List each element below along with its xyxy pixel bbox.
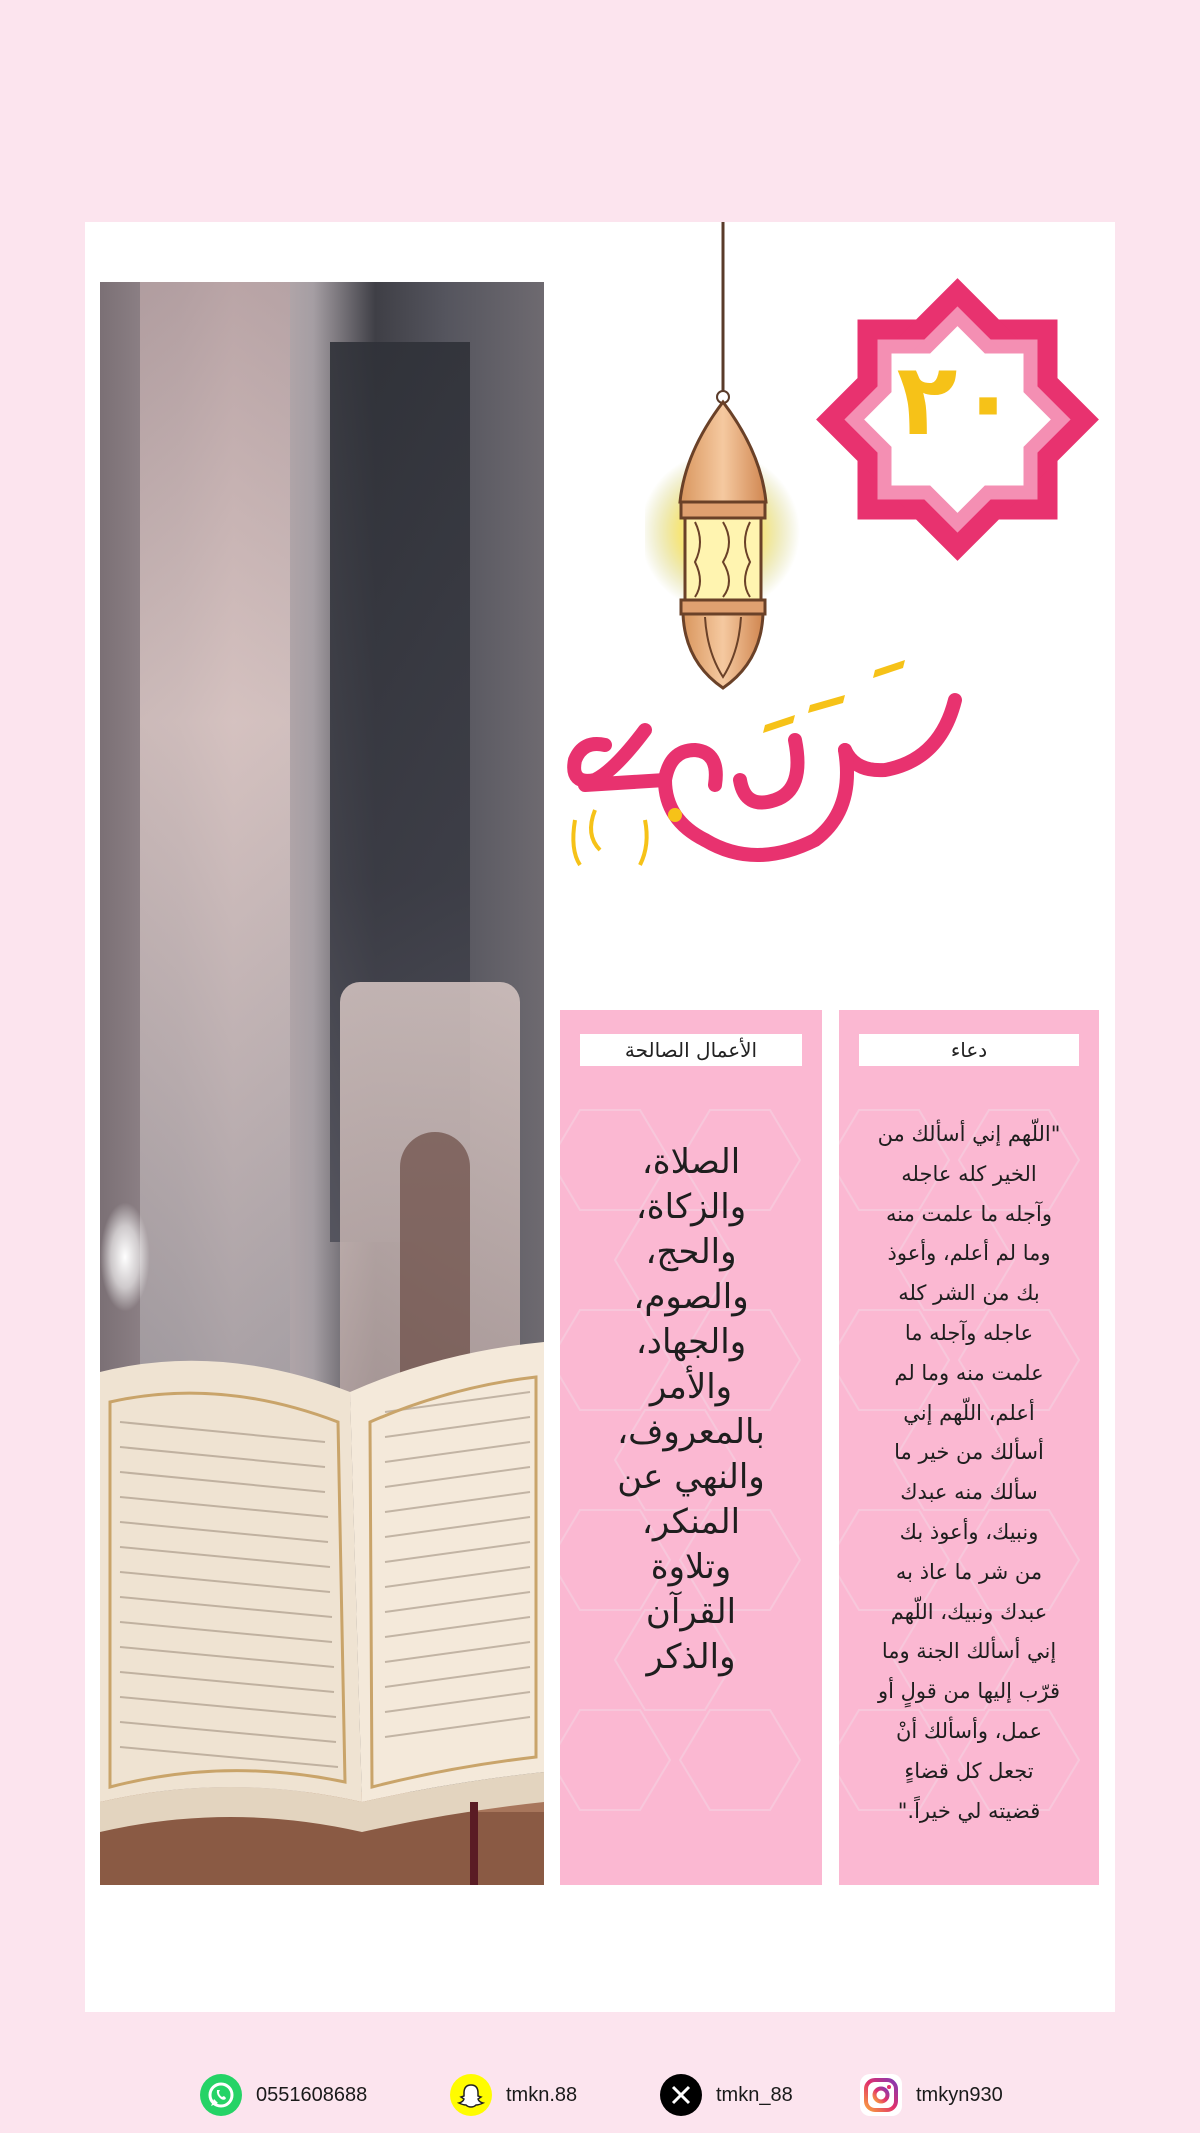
quran-photo: [100, 282, 544, 1885]
dua-line: ونبيك، وأعوذ بك: [899, 1519, 1039, 1544]
deed-line: والنهي عن: [617, 1457, 765, 1497]
deed-line: المنكر،: [641, 1502, 741, 1542]
dua-line: وما لم أعلم، وأعوذ: [887, 1241, 1051, 1266]
snapchat-handle: tmkn.88: [506, 2083, 578, 2106]
dua-panel: [839, 1010, 1099, 1885]
dua-line: أسألك من خير ما: [894, 1440, 1044, 1465]
whatsapp-contact[interactable]: [200, 2070, 367, 2120]
dua-line: إني أسألك الجنة وما: [881, 1639, 1057, 1664]
ramadan-calligraphy-logo: [555, 610, 975, 880]
dua-line: أعلم، اللّهم إني: [903, 1400, 1035, 1425]
good-deeds-header: الأعمال الصالحة: [580, 1034, 802, 1066]
x-logo-icon: [660, 2074, 702, 2116]
whatsapp-number: 0551608688: [256, 2083, 368, 2106]
dua-text: [853, 1115, 1085, 1831]
dua-line: عاجله وآجله ما: [904, 1320, 1034, 1345]
x-handle: tmkn_88: [716, 2083, 793, 2106]
instagram-contact[interactable]: [860, 2070, 1003, 2120]
deed-line: والأمر: [649, 1367, 733, 1407]
snapchat-icon: [450, 2074, 492, 2116]
good-deeds-panel: [560, 1010, 822, 1885]
dua-line: علمت منه وما لم: [894, 1360, 1044, 1385]
open-quran-image: [100, 1332, 544, 1885]
deed-line: الصلاة،: [641, 1142, 741, 1182]
dua-line: "اللّهم إني أسألك من: [877, 1122, 1061, 1146]
deed-line: بالمعروف،: [617, 1412, 765, 1452]
footer-social-bar: [0, 2070, 1200, 2120]
deed-line: والزكاة،: [635, 1187, 747, 1227]
deed-line: القرآن: [645, 1592, 737, 1632]
deed-line: والجهاد،: [635, 1322, 747, 1362]
deed-line: وتلاوة: [650, 1547, 732, 1587]
dua-line: قضيته لي خيراً.": [897, 1798, 1041, 1823]
good-deeds-list: [570, 1140, 812, 1680]
snapchat-contact[interactable]: [450, 2070, 577, 2120]
dua-line: وآجله ما علمت منه: [886, 1201, 1052, 1226]
instagram-icon: [860, 2074, 902, 2116]
x-contact[interactable]: [660, 2070, 793, 2120]
whatsapp-icon: [200, 2074, 242, 2116]
dua-line: عمل، وأسألك أنْ: [895, 1718, 1043, 1743]
dua-line: سألك منه عبدك: [900, 1480, 1038, 1505]
dua-line: من شر ما عاذ به: [895, 1559, 1043, 1584]
deed-line: والذكر: [646, 1637, 736, 1677]
instagram-handle: tmkyn930: [916, 2083, 1003, 2106]
dua-line: عبدك ونبيك، اللّهم: [890, 1599, 1048, 1624]
day-number: ٢٠: [896, 341, 1019, 458]
dua-line: تجعل كل قضاءٍ: [904, 1758, 1034, 1783]
dua-line: بك من الشر كله: [898, 1281, 1040, 1306]
dua-header: دعاء: [859, 1034, 1079, 1066]
dua-line: الخير كله عاجله: [901, 1161, 1037, 1186]
dua-line: قرّب إليها من قولٍ أو: [877, 1679, 1061, 1704]
deed-line: والصوم،: [633, 1277, 749, 1317]
deed-line: والحج،: [645, 1232, 737, 1272]
